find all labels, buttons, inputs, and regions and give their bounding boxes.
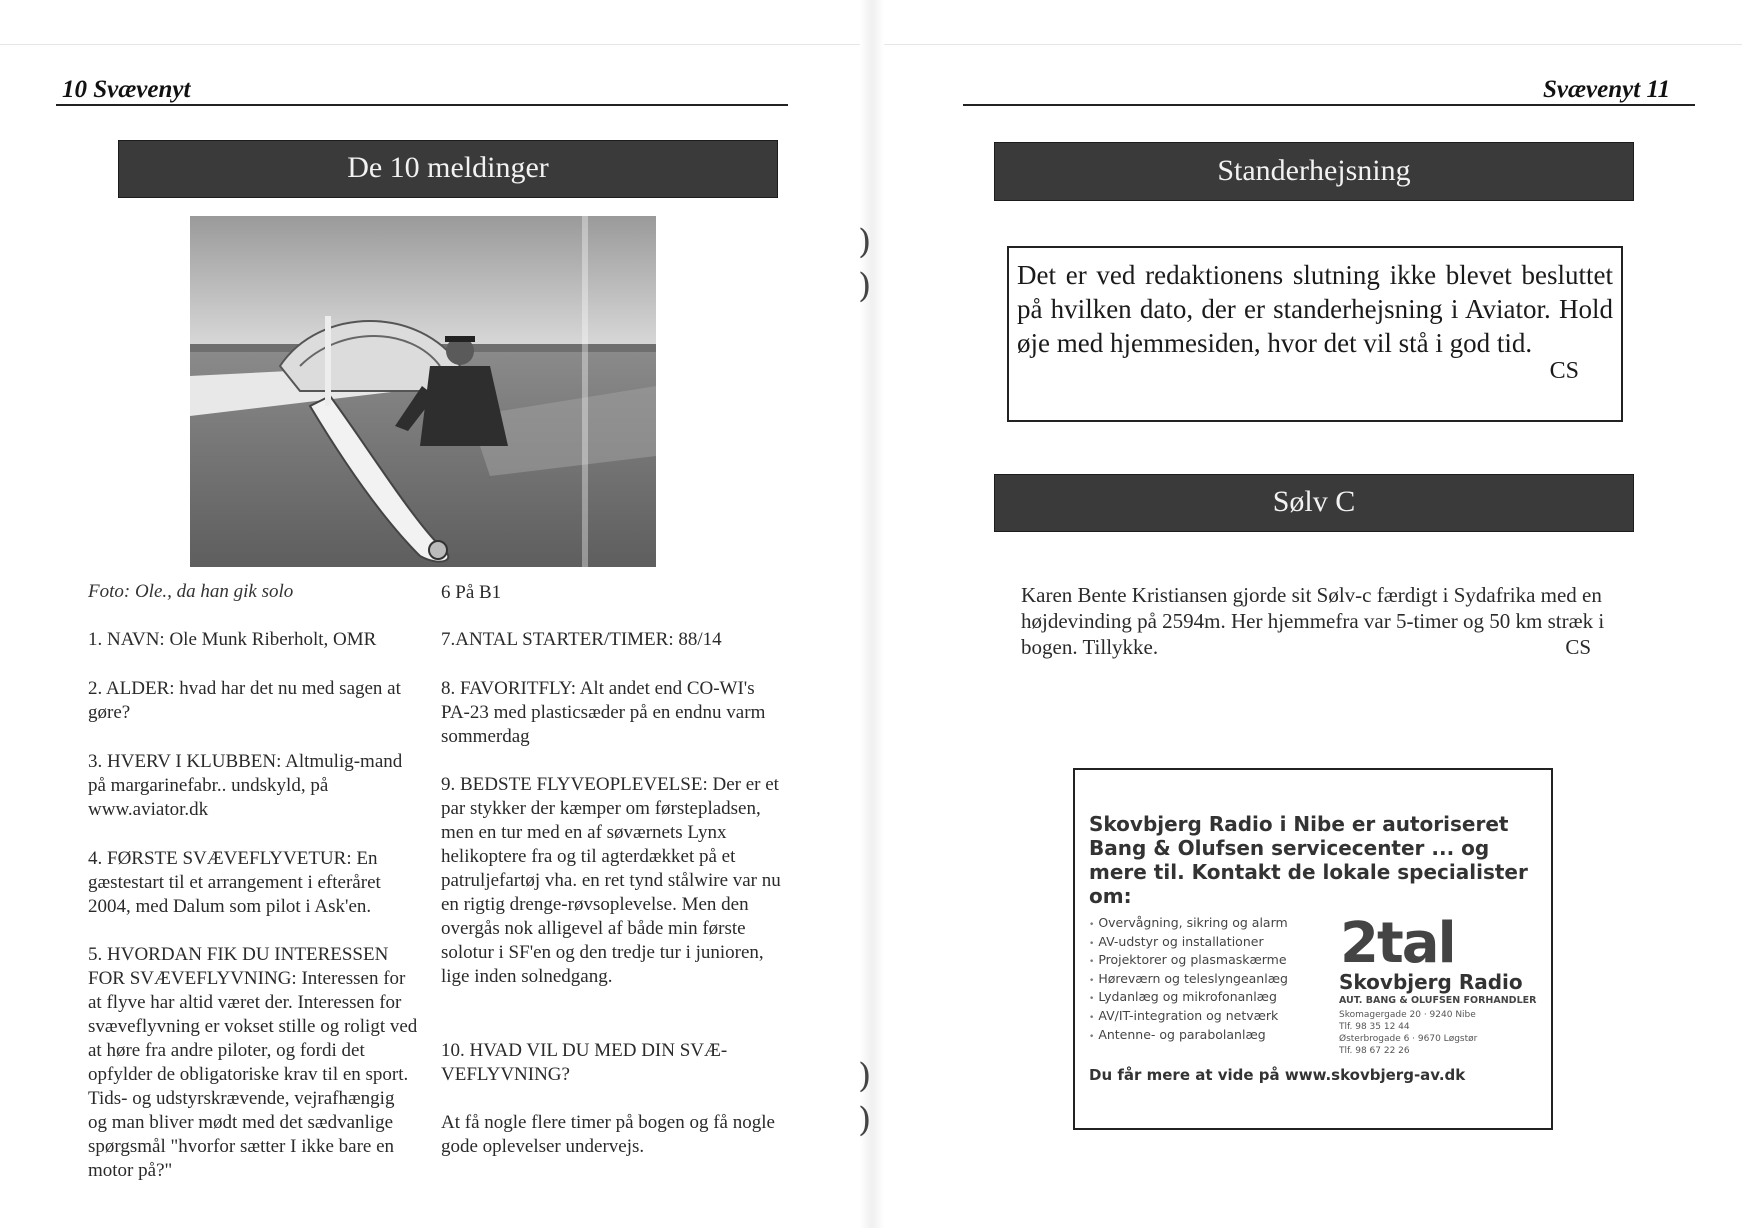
ad-services-list: [1089, 915, 1319, 1045]
skovbjerg-advertisement: [1073, 768, 1553, 1130]
answer-item: 5. HVORDAN FIK DU INTERESSEN FOR SVÆVEFLYVNING: Interessen for at flyve har altid været der. Interessen for svæveflyvning er vokset stille og roligt ved at høre fra andre piloter, og fordi det opfylder de obligatoriske krav til en sport. Tids- og udstyrskrævende, vejrafhængig og man bliver mødt med det sædvanlige spørgsmål "hvorfor sætter I ikke bare en motor på?": [88, 944, 418, 1181]
ad-service-item: • Overvågning, sikring og alarm: [1089, 915, 1288, 930]
standerhejsning-notice: [1007, 246, 1623, 422]
solv-c-banner: Sølv C: [994, 474, 1634, 532]
ad-service-item: • AV/IT-integration og netværk: [1089, 1007, 1279, 1023]
page-header: 10 Svævenyt: [62, 76, 191, 103]
header-rule: [56, 104, 788, 106]
ad-service-item: • Antenne- og parabolanlæg: [1089, 1026, 1266, 1042]
ad-address: Østerbrogade 6 · 9670 Løgstør: [1339, 1034, 1478, 1044]
author-initials: CS: [1549, 358, 1579, 384]
binding-stitch: ): [858, 222, 872, 262]
ad-company-name: Skovbjerg Radio: [1339, 970, 1523, 994]
ad-service-item: • Lydanlæg og mikrofonanlæg: [1089, 989, 1277, 1005]
answer-item: 1. NAVN: Ole Munk Riberholt, OMR: [88, 629, 377, 650]
ad-contact-block: [1339, 1009, 1477, 1057]
binding-stitch: ): [858, 1100, 872, 1140]
answer-item: At få nogle flere timer på bogen og få nogle gode oplevelser undervejs.: [441, 1112, 775, 1157]
solv-c-text: [1021, 582, 1611, 660]
header-rule: [963, 104, 1695, 106]
answer-item: 2. ALDER: hvad har det nu med sagen at gøre?: [88, 678, 401, 723]
ad-address: Skomagergade 20 · 9240 Nibe: [1339, 1010, 1476, 1020]
glider-photo-illustration: [190, 216, 656, 567]
pilot-glider-photo: [190, 216, 656, 567]
notice-text: Det er ved redaktionens slutning ikke blevet besluttet på hvilken dato, der er standerhejsning i Aviator. Hold øje med hjemmesiden, hvor det vil stå i god tid.: [1017, 260, 1613, 358]
answer-item: 7.ANTAL STARTER/TIMER: 88/14: [441, 629, 722, 650]
binding-stitch: ): [858, 266, 872, 306]
bullet-icon: •: [1089, 994, 1095, 1005]
bullet-icon: •: [1089, 1031, 1095, 1042]
bullet-icon: •: [1089, 920, 1095, 930]
ad-phone: Tlf. 98 67 22 26: [1339, 1046, 1410, 1056]
answer-item: 3. HVERV I KLUBBEN: Altmulig-mand på margarinefabr.. undskyld, på www.aviator.dk: [88, 751, 403, 820]
standerhejsning-banner: Standerhejsning: [994, 142, 1634, 201]
binding-stitch: ): [858, 1056, 872, 1096]
bullet-icon: •: [1089, 1012, 1095, 1023]
ad-phone: Tlf. 98 35 12 44: [1339, 1022, 1410, 1032]
solv-c-body: Karen Bente Kristiansen gjorde sit Sølv-c færdigt i Sydafrika med en højdevinding på 2594m. Her hjemmefra var 5-timer og 50 km stræk i bogen. Tillykke.: [1021, 583, 1605, 659]
ad-tagline: AUT. BANG & OLUFSEN FORHANDLER: [1339, 995, 1537, 1006]
answer-item: 10. HVAD VIL DU MED DIN SVÆ-VEFLYVNING?: [441, 1040, 728, 1085]
ad-service-item: • Projektorer og plasmaskærme: [1089, 952, 1287, 968]
ad-headline: Skovbjerg Radio i Nibe er autoriseret Bang & Olufsen servicecenter ... og mere til. Kontakt de lokale specialister om:: [1089, 812, 1528, 908]
answer-item: 9. BEDSTE FLYVEOPLEVELSE: Der er et par stykker der kæmper om førstepladsen, men en tur med en af søværnets Lynx helikoptere fra og til agterdækket på et patruljefartøj vha. en ret tynd stålwire var nu en rigtig drenge-røvsoplevelse. Men den overgås nok alligevel af både min første solotur i SF'en og den tredje tur i junioren, lige inden solnedgang.: [441, 774, 781, 987]
ad-service-item: • AV-udstyr og installationer: [1089, 933, 1264, 949]
page-header: Svævenyt 11: [1543, 76, 1671, 103]
ad-service-item: • Høreværn og teleslyngeanlæg: [1089, 970, 1288, 986]
photo-caption: Foto: Ole., da han gik solo: [88, 581, 294, 602]
2tal-logo: 2tal: [1340, 911, 1455, 976]
ad-footer: Du får mere at vide på www.skovbjerg-av.dk: [1089, 1066, 1466, 1084]
answer-item: 8. FAVORITFLY: Alt andet end CO-WI's PA-23 med plasticsæder på en endnu varm sommerdag: [441, 678, 766, 747]
answer-item: 6 På B1: [441, 582, 502, 603]
bullet-icon: •: [1089, 975, 1095, 986]
bullet-icon: •: [1089, 938, 1095, 949]
author-initials: CS: [1565, 635, 1591, 659]
bullet-icon: •: [1089, 957, 1095, 968]
article-banner: De 10 meldinger: [118, 140, 778, 198]
answer-item: 4. FØRSTE SVÆVEFLYVETUR: En gæstestart til et arrangement i efteråret 2004, med Dalum som pilot i Ask'en.: [88, 848, 381, 917]
